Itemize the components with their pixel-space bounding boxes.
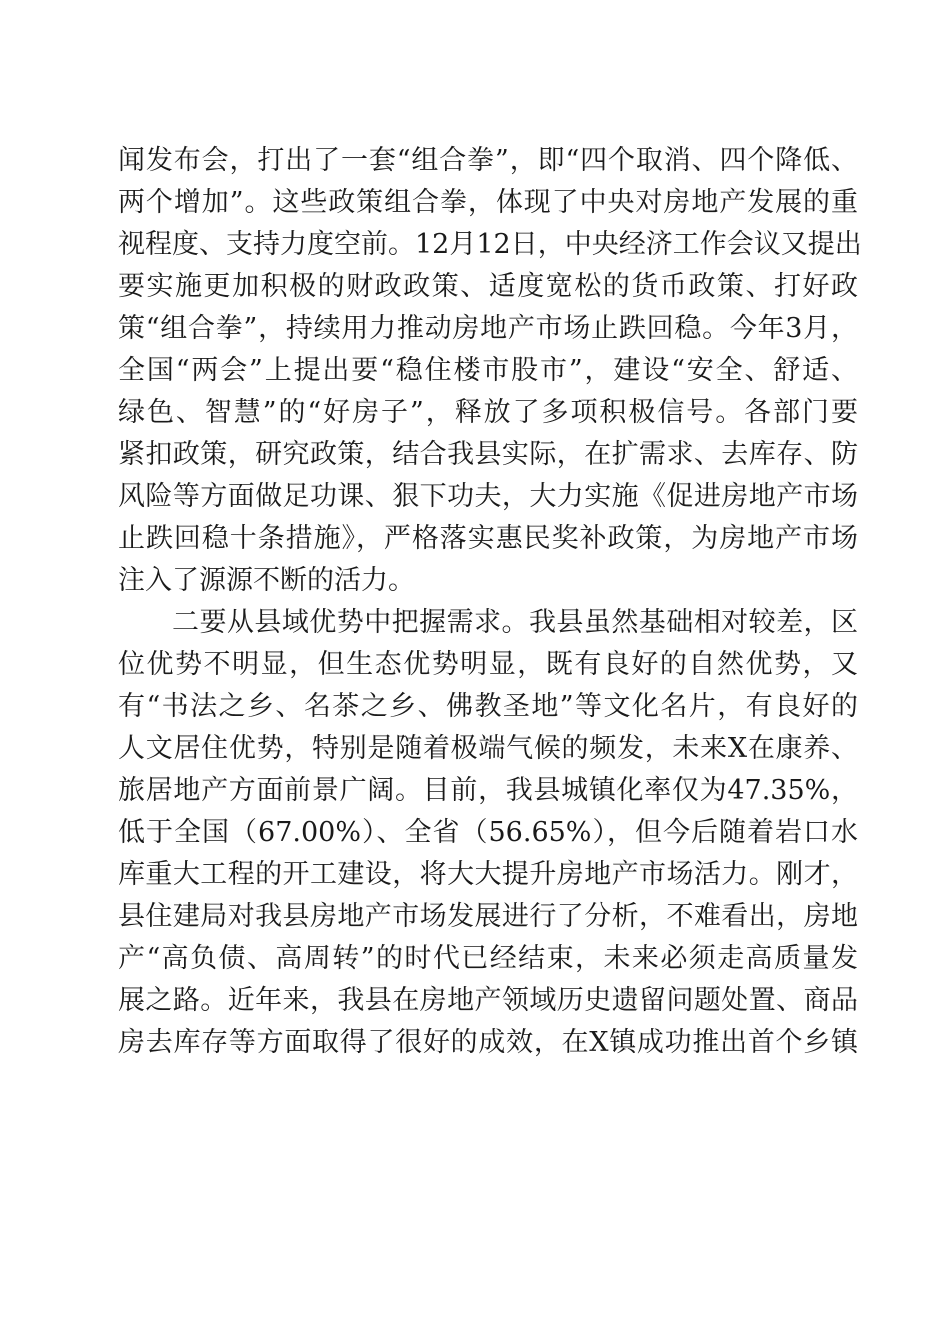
text-line: 绿色、智慧”的“好房子”，释放了多项积极信号。各部门要 [118, 397, 858, 428]
text-line: 人文居住优势，特别是随着极端气候的频发，未来X在康养、 [118, 733, 858, 764]
text-line: 要实施更加积极的财政政策、适度宽松的货币政策、打好政 [118, 271, 858, 302]
text-line: 风险等方面做足功课、狠下功夫，大力实施《促进房地产市场 [118, 481, 858, 512]
text-line: 全国“两会”上提出要“稳住楼市股市”，建设“安全、舒适、 [118, 355, 858, 386]
text-line: 视程度、支持力度空前。12月12日，中央经济工作会议又提出 [118, 229, 862, 260]
body-text [118, 140, 862, 1064]
text-line: 策“组合拳”，持续用力推动房地产市场止跌回稳。今年3月， [118, 313, 858, 344]
text-line: 紧扣政策，研究政策，结合我县实际，在扩需求、去库存、防 [118, 439, 858, 470]
text-line: 二要从县域优势中把握需求。我县虽然基础相对较差，区 [172, 607, 858, 638]
text-line: 闻发布会，打出了一套“组合拳”，即“四个取消、四个降低、 [118, 145, 858, 176]
text-line: 房去库存等方面取得了很好的成效，在X镇成功推出首个乡镇 [118, 1027, 858, 1058]
text-line: 旅居地产方面前景广阔。目前，我县城镇化率仅为47.35%， [118, 775, 858, 806]
text-line: 两个增加”。这些政策组合拳，体现了中央对房地产发展的重 [118, 187, 858, 218]
text-line: 注入了源源不断的活力。 [118, 565, 415, 596]
text-line: 县住建局对我县房地产市场发展进行了分析，不难看出，房地 [118, 901, 858, 932]
text-line: 低于全国（67.00%）、全省（56.65%），但今后随着岩口水 [118, 817, 858, 848]
text-line: 位优势不明显，但生态优势明显，既有良好的自然优势，又 [118, 649, 858, 680]
paragraph-1 [118, 140, 862, 602]
text-line: 展之路。近年来，我县在房地产领域历史遗留问题处置、商品 [118, 985, 858, 1016]
text-line: 产“高负债、高周转”的时代已经结束，未来必须走高质量发 [118, 943, 858, 974]
text-line: 库重大工程的开工建设，将大大提升房地产市场活力。刚才， [118, 859, 858, 890]
text-line: 止跌回稳十条措施》，严格落实惠民奖补政策，为房地产市场 [118, 523, 858, 554]
text-line: 有“书法之乡、名茶之乡、佛教圣地”等文化名片，有良好的 [118, 691, 858, 722]
paragraph-2 [118, 602, 858, 1064]
